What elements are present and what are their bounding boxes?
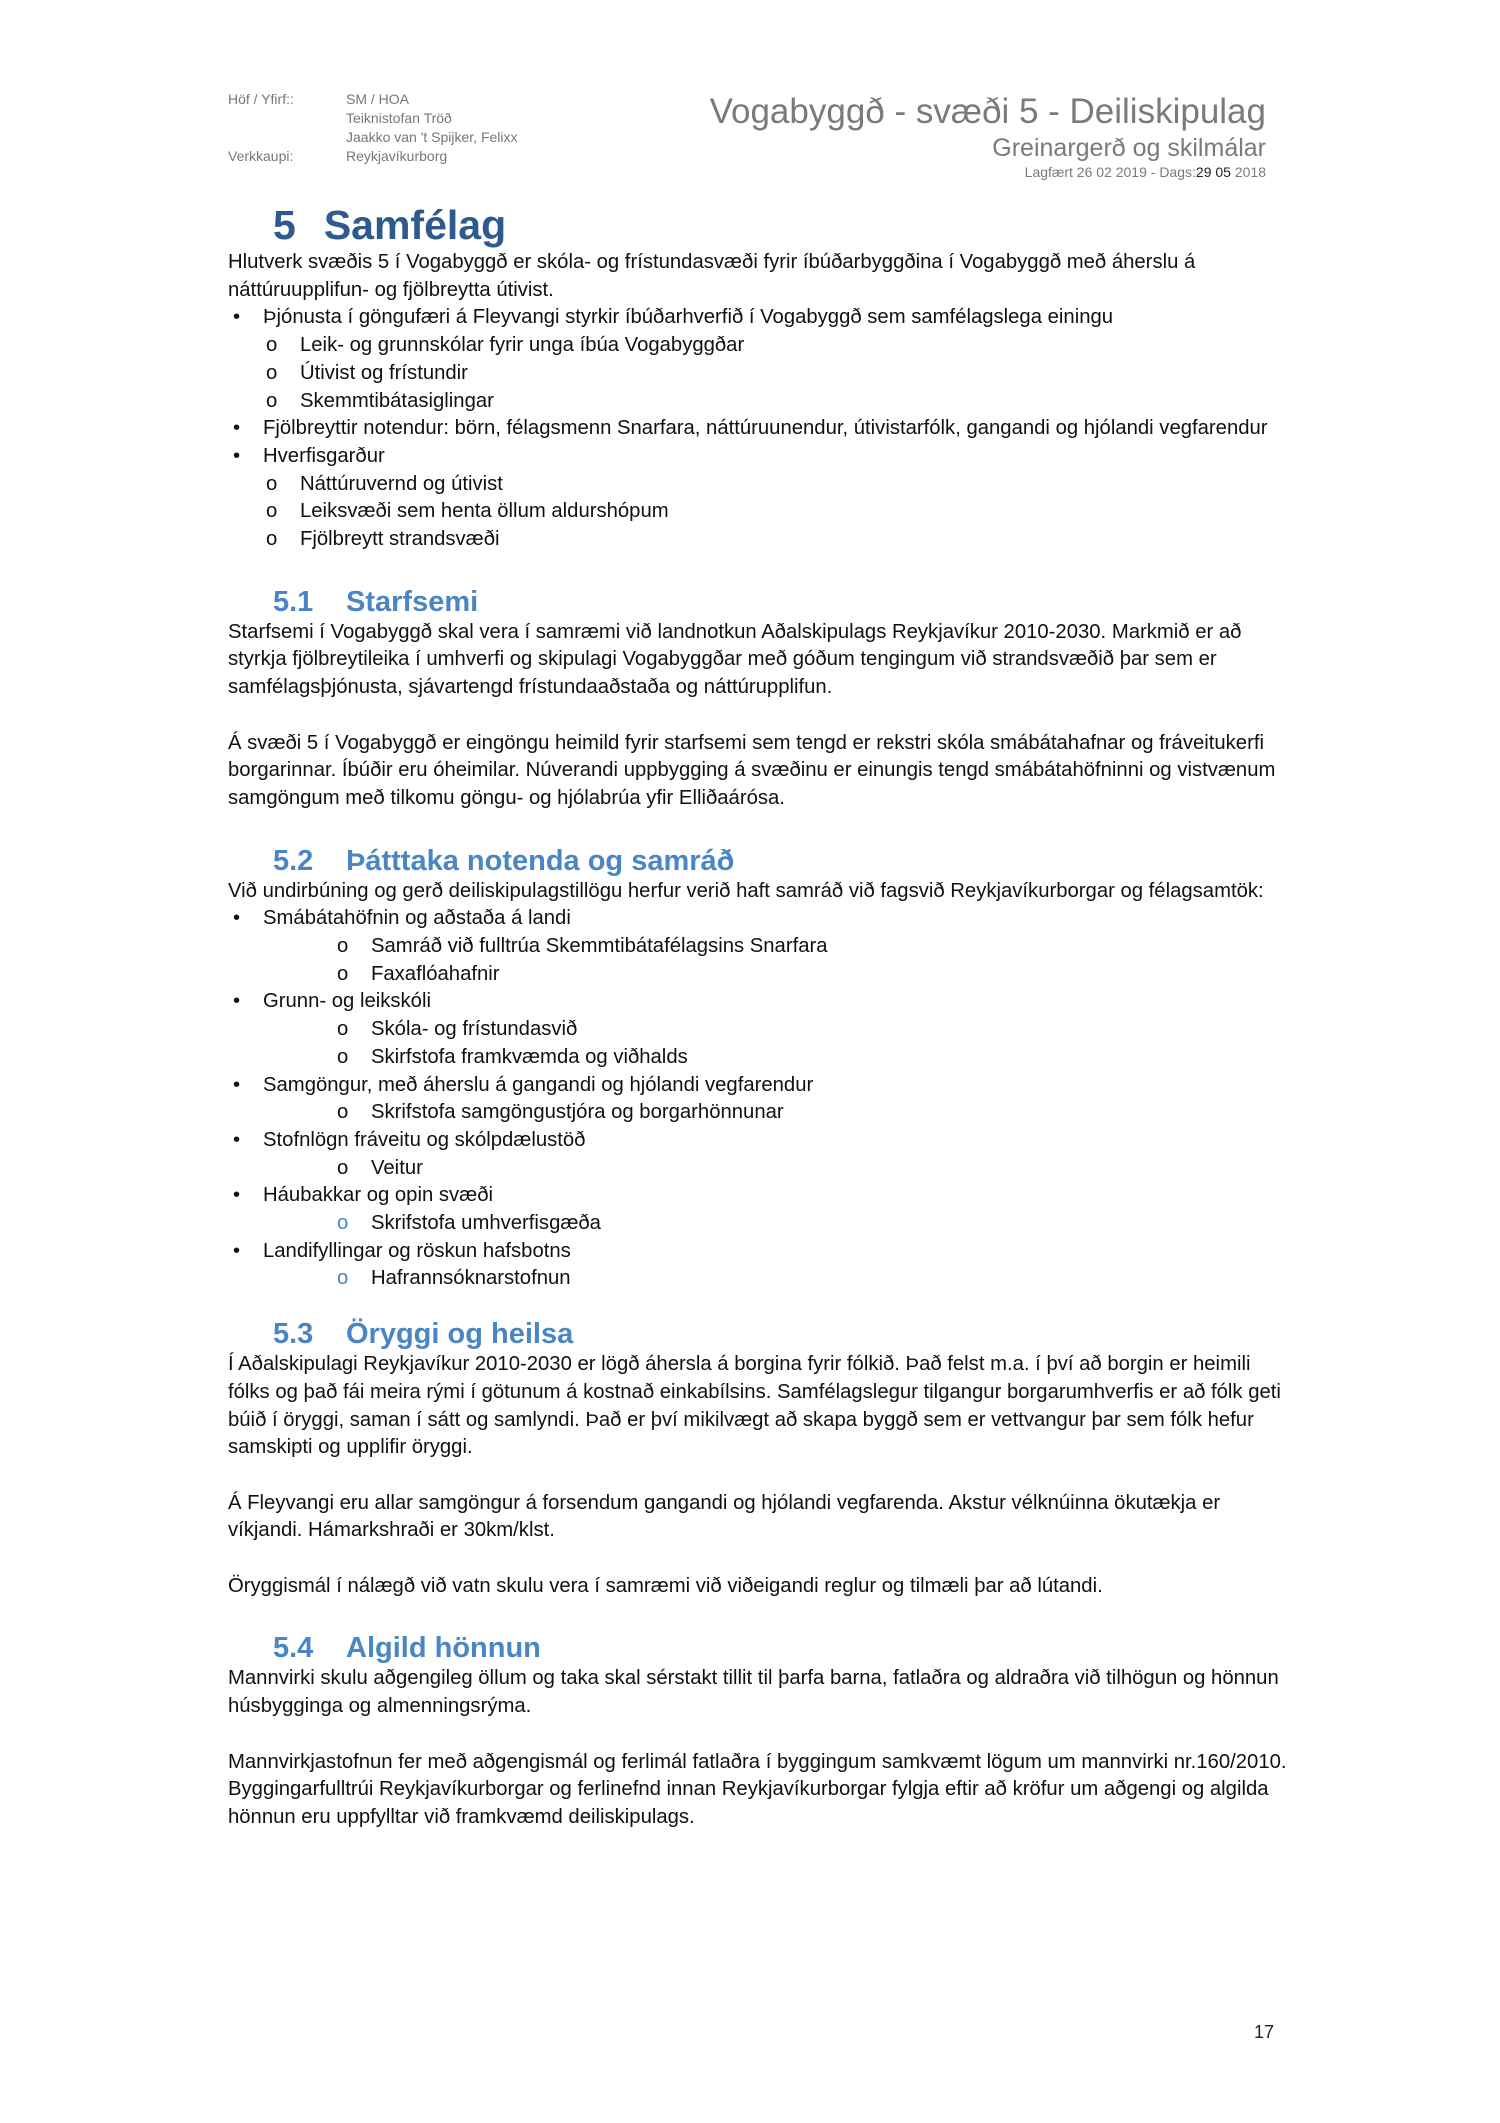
meta-value: SM / HOA [346,91,410,107]
bullet-icon: • [233,1128,241,1151]
list-item-text: Náttúruvernd og útivist [300,472,503,495]
section-heading-5-3 [273,1317,1288,1351]
list-item-text: Skemmtibátasiglingar [300,389,494,412]
meta-key: Verkkaupi: [228,148,294,164]
chapter-title: Samfélag [323,202,507,248]
list-item [228,1238,1288,1266]
list-item [228,498,1288,526]
list-item [228,526,1288,554]
section-number: 5.4 [273,1632,314,1665]
circle-bullet-icon: o [266,389,278,412]
circle-bullet-icon: o [337,1267,349,1290]
list-item-text: Skóla- og frístundasvið [371,1018,578,1041]
circle-bullet-icon: o [266,334,278,357]
section-title: Þátttaka notenda og samráð [346,844,735,877]
list-item [228,1099,1288,1127]
meta-key: Höf / Yfirf:: [228,91,294,107]
meta-row [228,109,518,128]
list-item-text: Fjölbreyttir notendur: börn, félagsmenn Snarfara, náttúruunendur, útivistarfólk, gangandi og hjólandi vegfarendur [263,417,1268,440]
date-prefix: Lagfært 26 02 2019 - Dags: [1024,164,1196,180]
section-heading-5-4 [273,1631,1288,1665]
list-item [228,415,1288,443]
circle-bullet-icon: o [337,1018,349,1041]
list-item [228,304,1288,332]
bullet-icon: • [233,990,241,1013]
paragraph: Starfsemi í Vogabyggð skal vera í samræmi við landnotkun Aðalskipulags Reykjavíkur 2010-2030. Markmið er að styrkja fjölbreytileika í umhverfi og skipulagi Vogabyggðar með góðum tengingum við strandsvæðið þar sem er samfélagsþjónusta, sjávartengd frístundaaðstaða og náttúrupplifun. [228,620,1242,699]
bullet-icon: • [233,1184,241,1207]
list-item-text: Þjónusta í göngufæri á Fleyvangi styrkir íbúðarhverfið í Vogabyggð sem samfélagslega einingu [263,306,1114,329]
list-item [228,1072,1288,1100]
paragraph: Mannvirki skulu aðgengileg öllum og taka skal sérstakt tillit til þarfa barna, fatlaðra og aldraðra við tilhögun og hönnun húsbygginga og almenningsrýma. [228,1667,1279,1718]
bullet-icon: • [233,1239,241,1262]
circle-bullet-icon: o [266,472,278,495]
list-item [228,1265,1288,1293]
date-bold: 29 05 [1195,164,1231,180]
list-item-text: Skrifstofa samgöngustjóra og borgarhönnunar [371,1101,784,1124]
document-title-block [710,90,1266,182]
paragraph: Við undirbúning og gerð deiliskipulagstillögu herfur verið haft samráð við fagsvið Reykjavíkurborgar og félagsamtök: [228,879,1264,902]
paragraph: Öryggismál í nálægð við vatn skulu vera í samræmi við viðeigandi reglur og tilmæli þar að lútandi. [228,1574,1103,1597]
section-heading-5-2 [273,844,1288,878]
date-suffix: 2018 [1230,164,1266,180]
list-item-text: Hverfisgarður [263,444,385,467]
chapter-heading [273,201,1288,249]
list-item [228,1016,1288,1044]
section-title: Algild hönnun [346,1632,541,1665]
list-item-text: Veitur [371,1156,423,1179]
list-item-text: Háubakkar og opin svæði [263,1184,493,1207]
list-item [228,933,1288,961]
list-item [228,988,1288,1016]
paragraph: Á svæði 5 í Vogabyggð er eingöngu heimild fyrir starfsemi sem tengd er rekstri skóla smábátahafnar og fráveitukerfi borgarinnar. Íbúðir eru óheimilar. Núverandi uppbygging á svæðinu er einungis tengd smábátahöfninni og vistvænum samgöngum með tilkomu göngu- og hjólabrúa yfir Elliðaárósa. [228,731,1276,809]
paragraph: Mannvirkjastofnun fer með aðgengismál og ferlimál fatlaðra í byggingum samkvæmt lögum um mannvirki nr.160/2010. Byggingarfulltrúi Reykjavíkurborgar og ferlinefnd innan Reykjavíkurborgar fylgja eftir að kröfur um aðgengi og algilda hönnun eru uppfylltar við framkvæmd deiliskipulags. [228,1750,1287,1828]
circle-bullet-icon: o [337,935,349,958]
document-date [710,162,1266,182]
chapter-number: 5 [273,202,296,248]
list-item-text: Smábátahöfnin og aðstaða á landi [263,907,571,930]
section-title: Starfsemi [346,585,479,618]
circle-bullet-icon: o [266,361,278,384]
circle-bullet-icon: o [337,1212,349,1235]
document-title: Vogabyggð - svæði 5 - Deiliskipulag [709,92,1266,131]
list-item-text: Grunn- og leikskóli [263,990,431,1013]
list-item-text: Útivist og frístundir [300,361,468,384]
consultation-list [228,905,1288,1293]
paragraph: Á Fleyvangi eru allar samgöngur á forsendum gangandi og hjólandi vegfarenda. Akstur vélknúinna ökutækja er víkjandi. Hámarkshraði er 30km/klst. [228,1491,1221,1542]
meta-row [228,128,518,147]
list-item [228,961,1288,989]
list-item [228,443,1288,471]
meta-row [228,90,518,109]
document-subtitle: Greinargerð og skilmálar [992,134,1266,162]
list-item [228,332,1288,360]
list-item [228,1155,1288,1183]
meta-value: Teiknistofan Tröð [346,110,452,126]
list-item-text: Samgöngur, með áherslu á gangandi og hjólandi vegfarendur [263,1073,814,1096]
circle-bullet-icon: o [337,1101,349,1124]
list-item [228,905,1288,933]
document-meta [228,90,518,166]
list-item [228,471,1288,499]
meta-key [228,109,346,128]
circle-bullet-icon: o [266,528,278,551]
list-item-text: Skirfstofa framkvæmda og viðhalds [371,1045,688,1068]
list-item [228,360,1288,388]
list-item [228,1044,1288,1072]
intro-list [228,304,1288,553]
meta-row [228,147,518,166]
circle-bullet-icon: o [337,1156,349,1179]
meta-value: Reykjavíkurborg [346,148,448,164]
section-number: 5.3 [273,1318,314,1351]
list-item-text: Hafrannsóknarstofnun [371,1267,571,1290]
bullet-icon: • [233,306,241,329]
list-item [228,1210,1288,1238]
circle-bullet-icon: o [337,962,349,985]
page-content [228,201,1288,1832]
list-item-text: Samráð við fulltrúa Skemmtibátafélagsins Snarfara [371,935,828,958]
list-item-text: Landifyllingar og röskun hafsbotns [263,1239,571,1262]
section-title: Öryggi og heilsa [346,1318,574,1351]
list-item [228,1127,1288,1155]
paragraph: Í Aðalskipulagi Reykjavíkur 2010-2030 er lögð áhersla á borgina fyrir fólkið. Það felst m.a. í því að borgin er heimili fólks og það fái meira rými í götunum á kostnað einkabílsins. Samfélagslegur tilgangur borgarumhverfis er að fólk geti búið í öryggi, saman í sátt og samlyndi. Það er því mikilvægt að skapa byggð sem er vettvangur þar sem fólk hefur samskipti og upplifir öryggi. [228,1353,1281,1459]
section-heading-5-1 [273,585,1288,619]
list-item [228,388,1288,416]
page-number: 17 [1254,2022,1275,2042]
intro-paragraph: Hlutverk svæðis 5 í Vogabyggð er skóla- og frístundasvæði fyrir íbúðarbyggðina í Vogabyggð með áherslu á náttúruupplifun- og fjölbreytta útivist. [228,251,1196,301]
circle-bullet-icon: o [266,500,278,523]
circle-bullet-icon: o [337,1045,349,1068]
section-number: 5.2 [273,844,314,877]
meta-key [228,128,346,147]
bullet-icon: • [233,444,241,467]
bullet-icon: • [233,907,241,930]
section-number: 5.1 [273,585,314,618]
list-item-text: Skrifstofa umhverfisgæða [371,1212,601,1235]
list-item [228,1182,1288,1210]
list-item-text: Faxaflóahafnir [371,962,500,985]
list-item-text: Leiksvæði sem henta öllum aldurshópum [300,500,669,523]
bullet-icon: • [233,1073,241,1096]
list-item-text: Leik- og grunnskólar fyrir unga íbúa Vogabyggðar [300,334,745,357]
meta-value: Jaakko van 't Spijker, Felixx [346,129,518,145]
list-item-text: Stofnlögn fráveitu og skólpdælustöð [263,1128,586,1151]
bullet-icon: • [233,417,241,440]
list-item-text: Fjölbreytt strandsvæði [300,528,500,551]
